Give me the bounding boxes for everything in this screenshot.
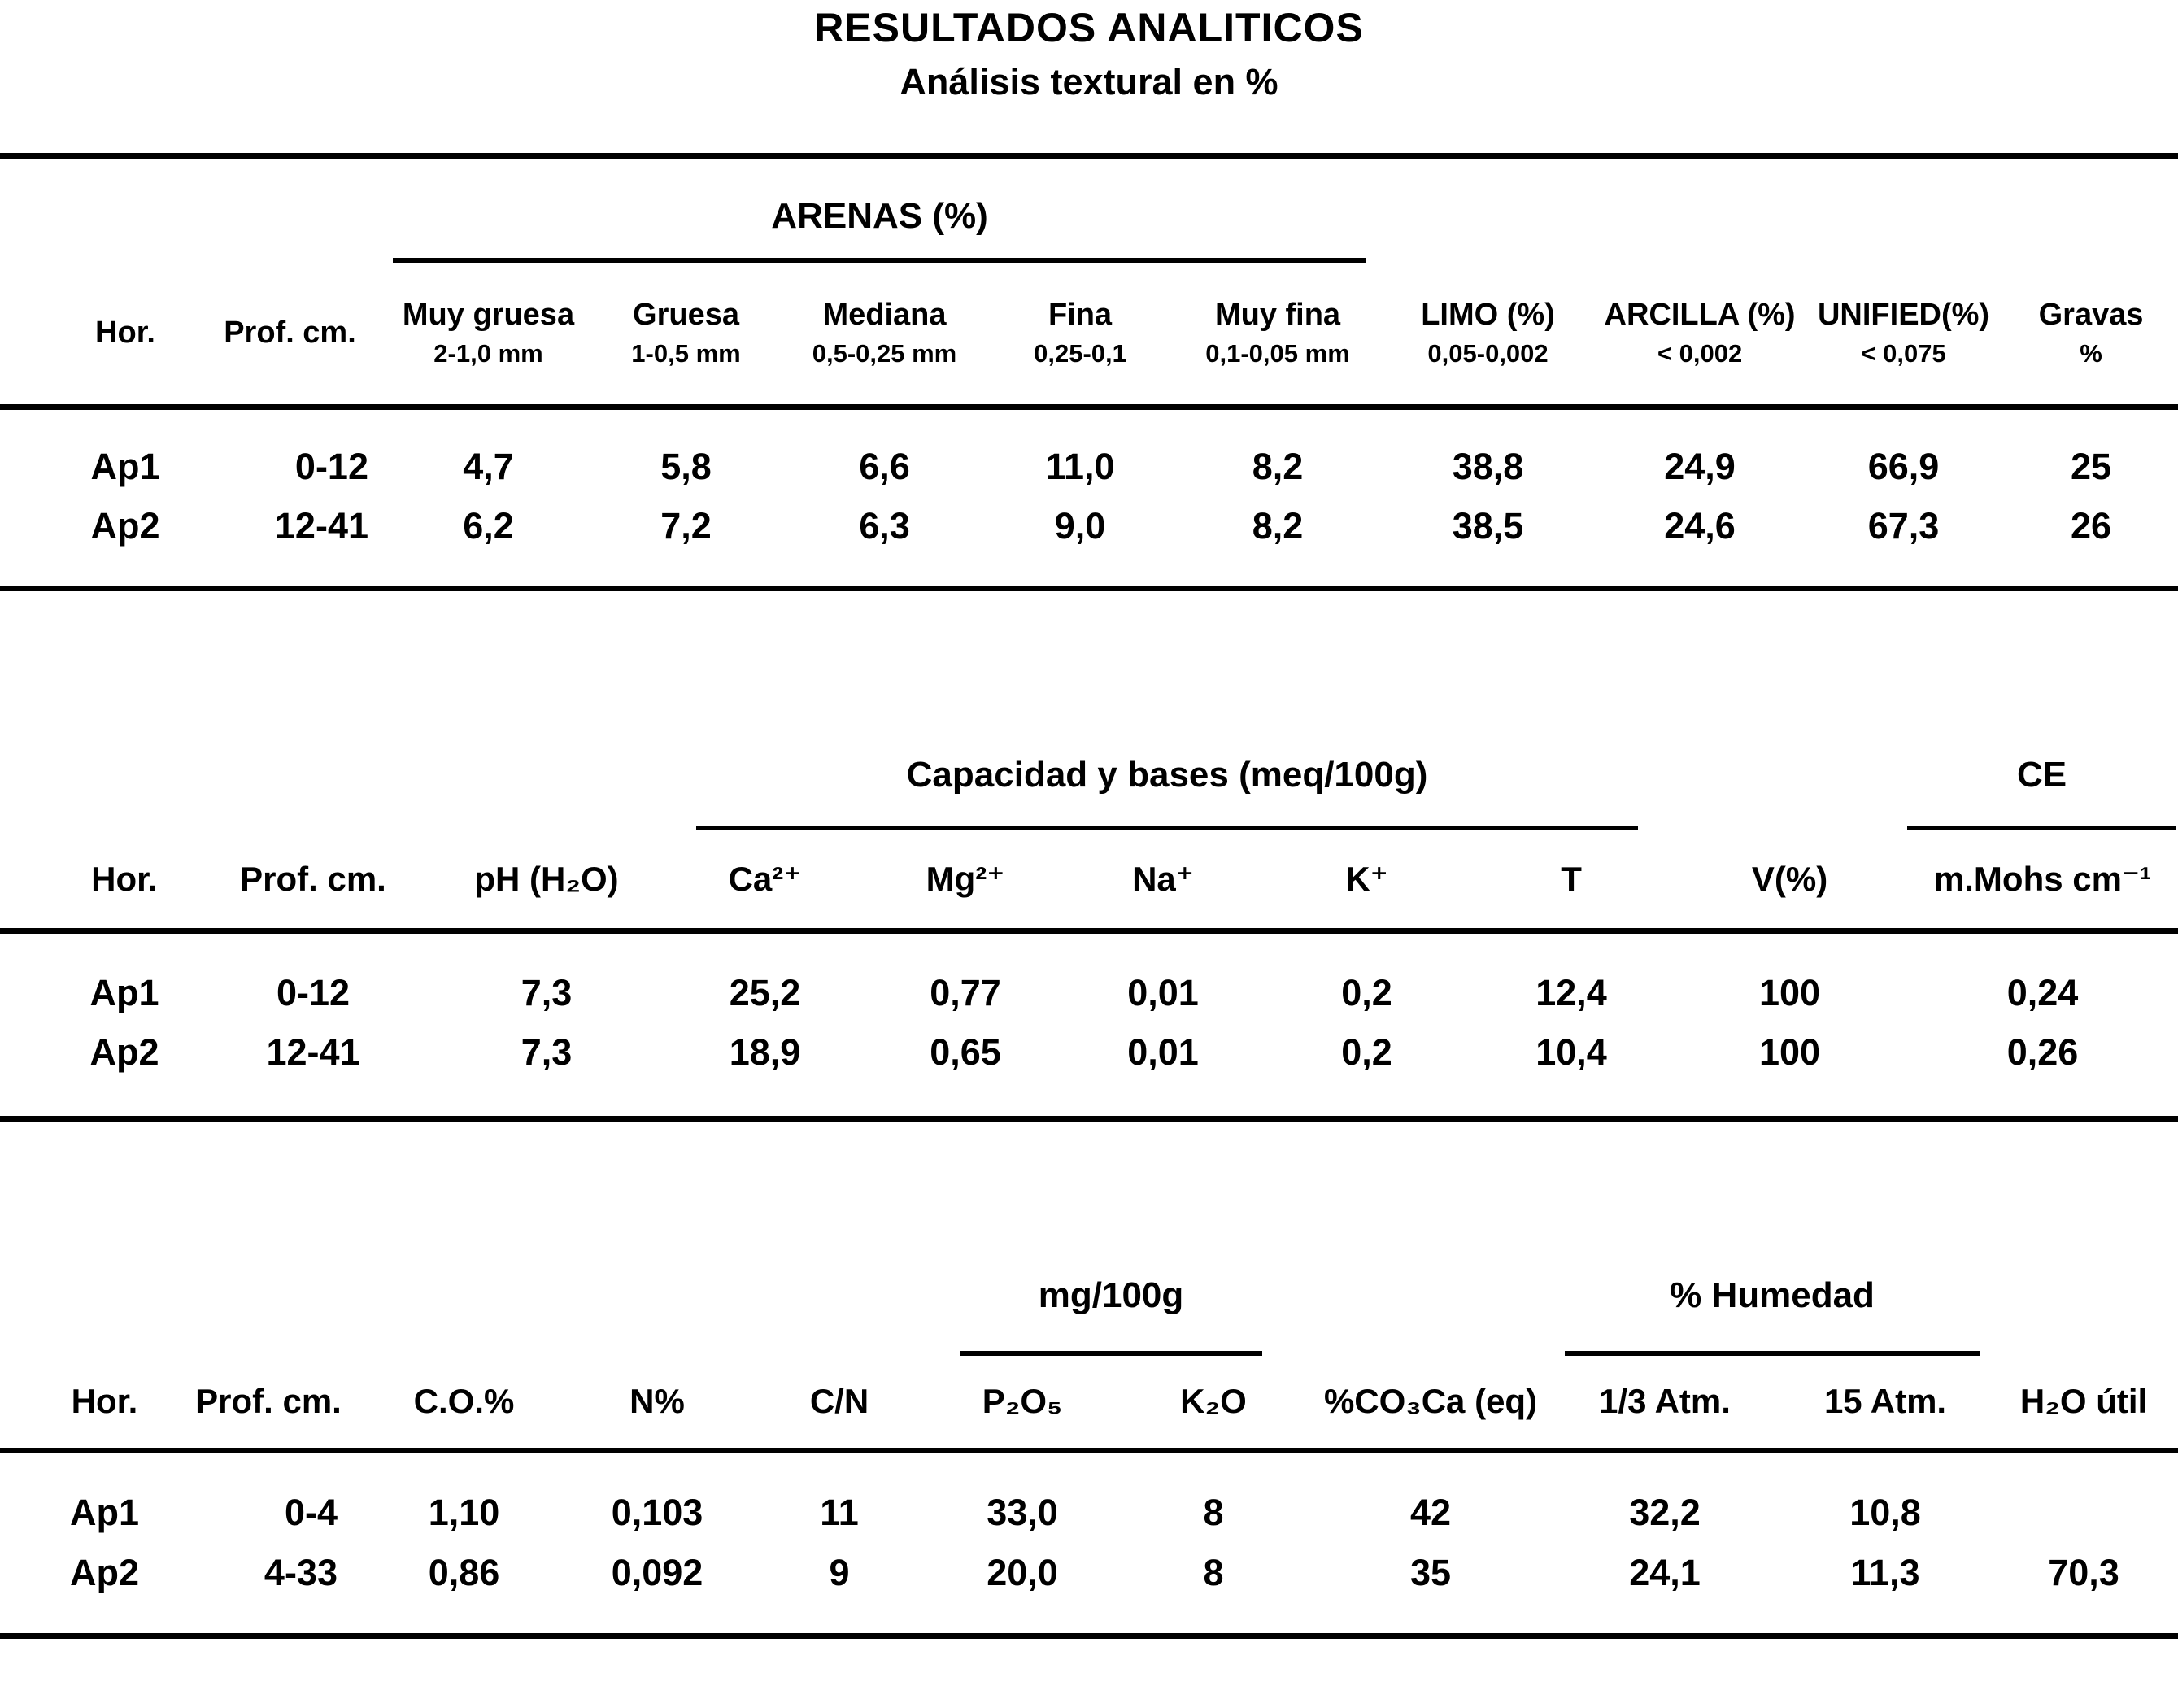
fertility-moisture-table: [0, 1248, 2178, 1639]
table-cell: 4-33: [264, 1552, 338, 1593]
column-header-row: [0, 1356, 2178, 1450]
table-cell: 6,6: [859, 446, 910, 487]
table-cell: 100: [1758, 1030, 1821, 1073]
column-header: V(%): [1672, 830, 1907, 930]
table-cell: 0,26: [2006, 1030, 2079, 1073]
column-header: 1/3 Atm.: [1549, 1356, 1781, 1450]
table-cell: 10,4: [1535, 1030, 1607, 1073]
ce-group-header: CE: [1907, 756, 2176, 830]
page-title: RESULTADOS ANALITICOS: [814, 5, 1364, 50]
spacer-row: [0, 407, 2178, 438]
table-cell: 20,0: [987, 1552, 1058, 1593]
table-cell: 0-12: [294, 446, 368, 487]
table-cell: 18,9: [729, 1030, 801, 1073]
table-row: [0, 963, 2178, 1022]
column-header: K⁺: [1263, 830, 1470, 930]
table-cell: 8: [1203, 1492, 1224, 1533]
table-cell: [390, 156, 1379, 263]
column-header: H₂O útil: [1989, 1356, 2178, 1450]
table-row: [0, 1543, 2178, 1603]
spacer-row: [0, 1450, 2178, 1483]
column-header: P₂O₅: [930, 1356, 1114, 1450]
column-header: Na⁺: [1063, 830, 1263, 930]
table-row: [0, 1483, 2178, 1543]
group-header-row: [0, 1248, 2178, 1356]
textural-analysis-table: [0, 153, 2178, 591]
column-header: Mg²⁺: [868, 830, 1063, 930]
capacity-bases-table: [0, 736, 2178, 1122]
column-header: %CO₃Ca (eq): [1313, 1356, 1549, 1450]
table-cell: 26: [2071, 505, 2112, 547]
table-cell: 8,2: [1252, 446, 1304, 487]
table-cell: 33,0: [987, 1492, 1058, 1533]
table-cell: 6,2: [463, 505, 514, 547]
table-cell: 24,9: [1664, 446, 1736, 487]
table-cell: 0,092: [611, 1552, 703, 1593]
table-cell: 9,0: [1054, 505, 1106, 547]
table-cell: Ap1: [69, 1492, 139, 1533]
table-row: [0, 438, 2178, 497]
table-cell: 0,01: [1127, 1030, 1199, 1073]
table-cell: 0,01: [1127, 971, 1199, 1013]
mg-per-100g-group-header: mg/100g: [960, 1276, 1262, 1356]
table-cell: [1672, 736, 1907, 830]
table-cell: 100: [1758, 971, 1821, 1013]
page-subtitle: Análisis textural en %: [900, 61, 1278, 102]
table-cell: 25: [2071, 446, 2112, 487]
column-header: T: [1470, 830, 1672, 930]
table-cell: [0, 156, 390, 263]
table-cell: [1313, 1248, 1549, 1356]
table-cell: 0,103: [611, 1492, 703, 1533]
table-cell: 0-12: [276, 971, 351, 1013]
table-cell: Ap1: [89, 971, 159, 1013]
table-cell: [662, 736, 1672, 830]
column-header: Muy gruesa 2-1,0 mm: [390, 263, 587, 407]
table-cell: 32,2: [1629, 1492, 1701, 1533]
table-cell: 11,0: [1045, 446, 1115, 487]
spacer-row: [0, 930, 2178, 963]
table-cell: 0,65: [930, 1030, 1001, 1073]
table-cell: 38,5: [1452, 505, 1524, 547]
table-cell: 24,6: [1664, 505, 1736, 547]
table-cell: 7,3: [521, 1030, 573, 1073]
table-cell: 67,3: [1867, 505, 1940, 547]
table-cell: [1379, 156, 2178, 263]
column-header-row: [0, 263, 2178, 407]
column-header: pH (H₂O): [431, 830, 662, 930]
spacer-row: [0, 556, 2178, 589]
column-header: K₂O: [1114, 1356, 1313, 1450]
table-cell: 8,2: [1252, 505, 1304, 547]
table-cell: 0,2: [1341, 971, 1392, 1013]
table-cell: [0, 1248, 930, 1356]
column-header: Gruesa 1-0,5 mm: [587, 263, 785, 407]
column-header: N%: [566, 1356, 748, 1450]
table-cell: 7,2: [660, 505, 712, 547]
table-cell: 5,8: [660, 446, 712, 487]
group-header-row: [0, 156, 2178, 263]
table-cell: 38,8: [1452, 446, 1524, 487]
table-cell: 11: [820, 1492, 859, 1533]
table-cell: 70,3: [2048, 1552, 2119, 1593]
column-header: Gravas %: [2004, 263, 2178, 407]
column-header: Prof. cm.: [190, 263, 390, 407]
column-header: Fina 0,25-0,1: [984, 263, 1176, 407]
table-cell: [1989, 1248, 2178, 1356]
table-cell: 66,9: [1867, 446, 1940, 487]
table-cell: Ap1: [90, 446, 160, 487]
column-header: Hor.: [0, 830, 195, 930]
table-cell: Ap2: [69, 1552, 139, 1593]
column-header: Hor.: [0, 263, 190, 407]
column-header-row: [0, 830, 2178, 930]
column-header: UNIFIED(%) < 0,075: [1803, 263, 2004, 407]
column-header: Mediana 0,5-0,25 mm: [785, 263, 984, 407]
column-header: Muy fina 0,1-0,05 mm: [1176, 263, 1379, 407]
group-header-row: [0, 736, 2178, 830]
column-header: LIMO (%) 0,05-0,002: [1379, 263, 1596, 407]
column-header: C.O.%: [362, 1356, 566, 1450]
table-cell: 0,77: [930, 971, 1001, 1013]
table-cell: 8: [1203, 1552, 1224, 1593]
column-header: 15 Atm.: [1781, 1356, 1989, 1450]
table-cell: Ap2: [90, 505, 160, 547]
column-header: Prof. cm.: [175, 1356, 362, 1450]
table-cell: 25,2: [729, 971, 801, 1013]
column-header: ARCILLA (%) < 0,002: [1596, 263, 1803, 407]
table-cell: 10,8: [1849, 1492, 1921, 1533]
table-cell: 35: [1409, 1552, 1452, 1593]
table-cell: 7,3: [521, 971, 573, 1013]
table-cell: 6,3: [859, 505, 910, 547]
title-block: [0, 0, 2178, 102]
table-cell: 12,4: [1535, 971, 1607, 1013]
table-cell: 11,3: [1850, 1552, 1920, 1593]
table-row: [0, 1022, 2178, 1082]
table-cell: 12-41: [266, 1030, 360, 1073]
table-cell: [1549, 1248, 1989, 1356]
table-cell: 4,7: [463, 446, 514, 487]
table-cell: 0-4: [284, 1492, 338, 1533]
table-cell: Ap2: [89, 1030, 159, 1073]
table-cell: [930, 1248, 1313, 1356]
column-header: Ca²⁺: [662, 830, 868, 930]
table-cell: [1989, 1483, 2178, 1543]
column-header: Prof. cm.: [195, 830, 431, 930]
table-cell: 0,2: [1341, 1030, 1392, 1073]
table-cell: 0,24: [2006, 971, 2079, 1013]
table-cell: 12-41: [274, 505, 368, 547]
capacity-bases-group-header: Capacidad y bases (meq/100g): [696, 756, 1638, 830]
table-row: [0, 497, 2178, 556]
column-header: C/N: [748, 1356, 930, 1450]
table-cell: 9: [829, 1552, 850, 1593]
humidity-group-header: % Humedad: [1565, 1276, 1980, 1356]
table-cell: 24,1: [1629, 1552, 1701, 1593]
arenas-group-header: ARENAS (%): [393, 197, 1366, 262]
spacer-row: [0, 1082, 2178, 1118]
spacer-row: [0, 1603, 2178, 1636]
table-cell: 1,10: [428, 1492, 500, 1533]
table-cell: [0, 736, 662, 830]
table-cell: 0,86: [428, 1552, 500, 1593]
table-cell: [1907, 736, 2178, 830]
column-header: m.Mohs cm⁻¹: [1907, 830, 2178, 930]
column-header: Hor.: [0, 1356, 175, 1450]
table-cell: 42: [1409, 1492, 1452, 1533]
